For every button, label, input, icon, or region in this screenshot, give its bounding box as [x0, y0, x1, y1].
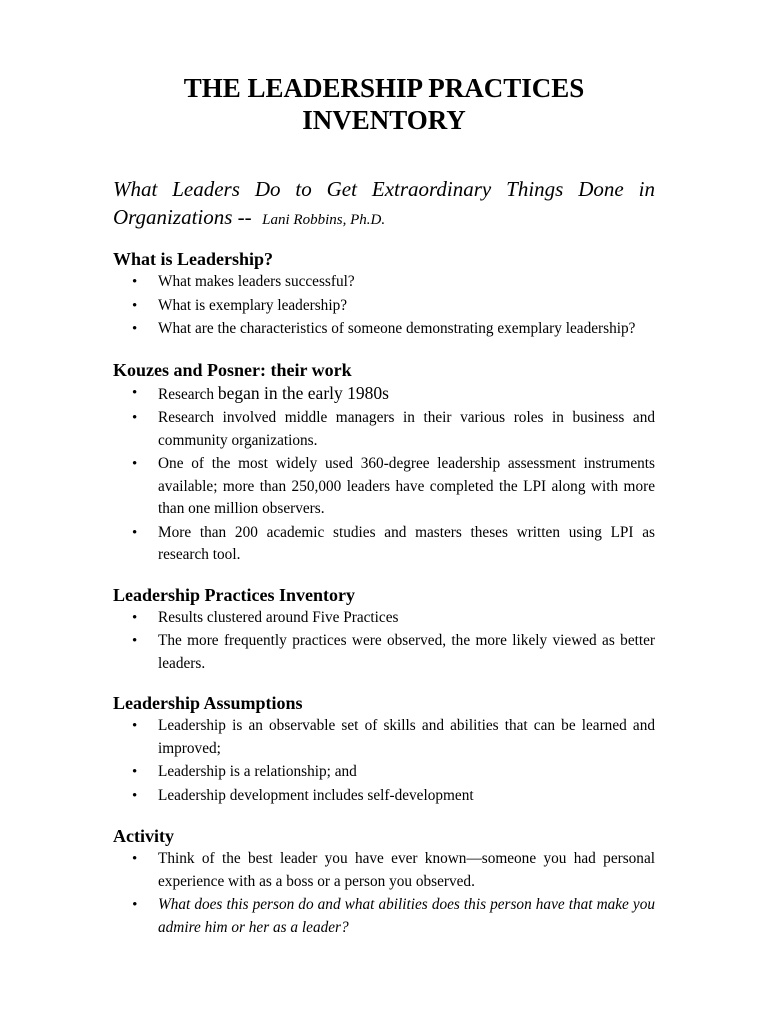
list-item: • Results clustered around Five Practices — [113, 607, 655, 630]
bullet-icon: • — [132, 297, 138, 314]
section-leadership-assumptions — [113, 691, 655, 807]
bullet-list — [113, 382, 655, 567]
bullet-icon: • — [132, 609, 138, 626]
bullet-list — [113, 271, 655, 341]
section-heading: Activity — [113, 826, 174, 846]
section-heading: Leadership Assumptions — [113, 693, 303, 713]
author-name: Lani Robbins, Ph.D. — [262, 212, 386, 228]
list-item: • Leadership development includes self-development — [113, 785, 655, 808]
bullet-icon: • — [132, 897, 138, 913]
list-item: • What does this person do and what abilities does this person have that make you admire him or her as a leader? — [132, 896, 655, 936]
list-item: • One of the most widely used 360-degree leadership assessment instruments available; more than 250,000 leaders have completed the LPI along with more than one million observers. — [132, 455, 655, 517]
title-line-1: THE LEADERSHIP PRACTICES — [183, 73, 585, 103]
list-item: • More than 200 academic studies and masters theses written using LPI as research tool. — [132, 523, 655, 563]
bullet-icon: • — [132, 274, 138, 290]
list-item: • The more frequently practices were observed, the more likely viewed as better leaders. — [132, 632, 655, 672]
section-activity — [113, 824, 655, 939]
bullet-icon: • — [132, 633, 138, 649]
title-line-2: INVENTORY — [302, 105, 466, 135]
bullet-icon: • — [132, 321, 138, 337]
bullet-list — [113, 607, 655, 676]
subtitle-text: What Leaders Do to Get Extraordinary Things Done in Organizations -- — [113, 177, 655, 229]
bullet-icon: • — [132, 718, 138, 734]
list-item: • What is exemplary leadership? — [113, 295, 655, 318]
bullet-icon: • — [132, 456, 138, 472]
list-item: • Leadership is an observable set of skills and abilities that can be learned and improved; — [132, 717, 655, 757]
bullet-icon: • — [132, 524, 138, 541]
section-heading: Kouzes and Posner: their work — [113, 359, 352, 380]
list-item: • Research began in the early 1980s — [132, 382, 389, 403]
bullet-icon: • — [132, 851, 138, 867]
bullet-icon: • — [132, 384, 138, 401]
subtitle — [113, 175, 655, 234]
bullet-icon: • — [132, 410, 138, 426]
bullet-icon: • — [132, 764, 138, 780]
section-kouzes-posner — [113, 358, 655, 567]
section-heading: Leadership Practices Inventory — [113, 584, 355, 605]
list-item: • Research involved middle managers in their various roles in business and community organizations. — [132, 409, 655, 449]
list-item: • Leadership is a relationship; and — [113, 761, 655, 784]
section-what-is-leadership — [113, 247, 655, 341]
list-item: • What are the characteristics of someone demonstrating exemplary leadership? — [113, 318, 655, 341]
section-leadership-practices-inventory — [113, 583, 655, 676]
list-item: • What makes leaders successful? — [113, 271, 655, 294]
document-page — [113, 72, 655, 940]
list-item: • Think of the best leader you have ever known—someone you had personal experience with as a boss or a person you observed. — [132, 850, 655, 890]
section-heading: What is Leadership? — [113, 249, 274, 269]
bullet-icon: • — [132, 787, 138, 804]
bullet-list — [113, 848, 655, 939]
bullet-list — [113, 715, 655, 807]
page-title — [113, 72, 655, 136]
